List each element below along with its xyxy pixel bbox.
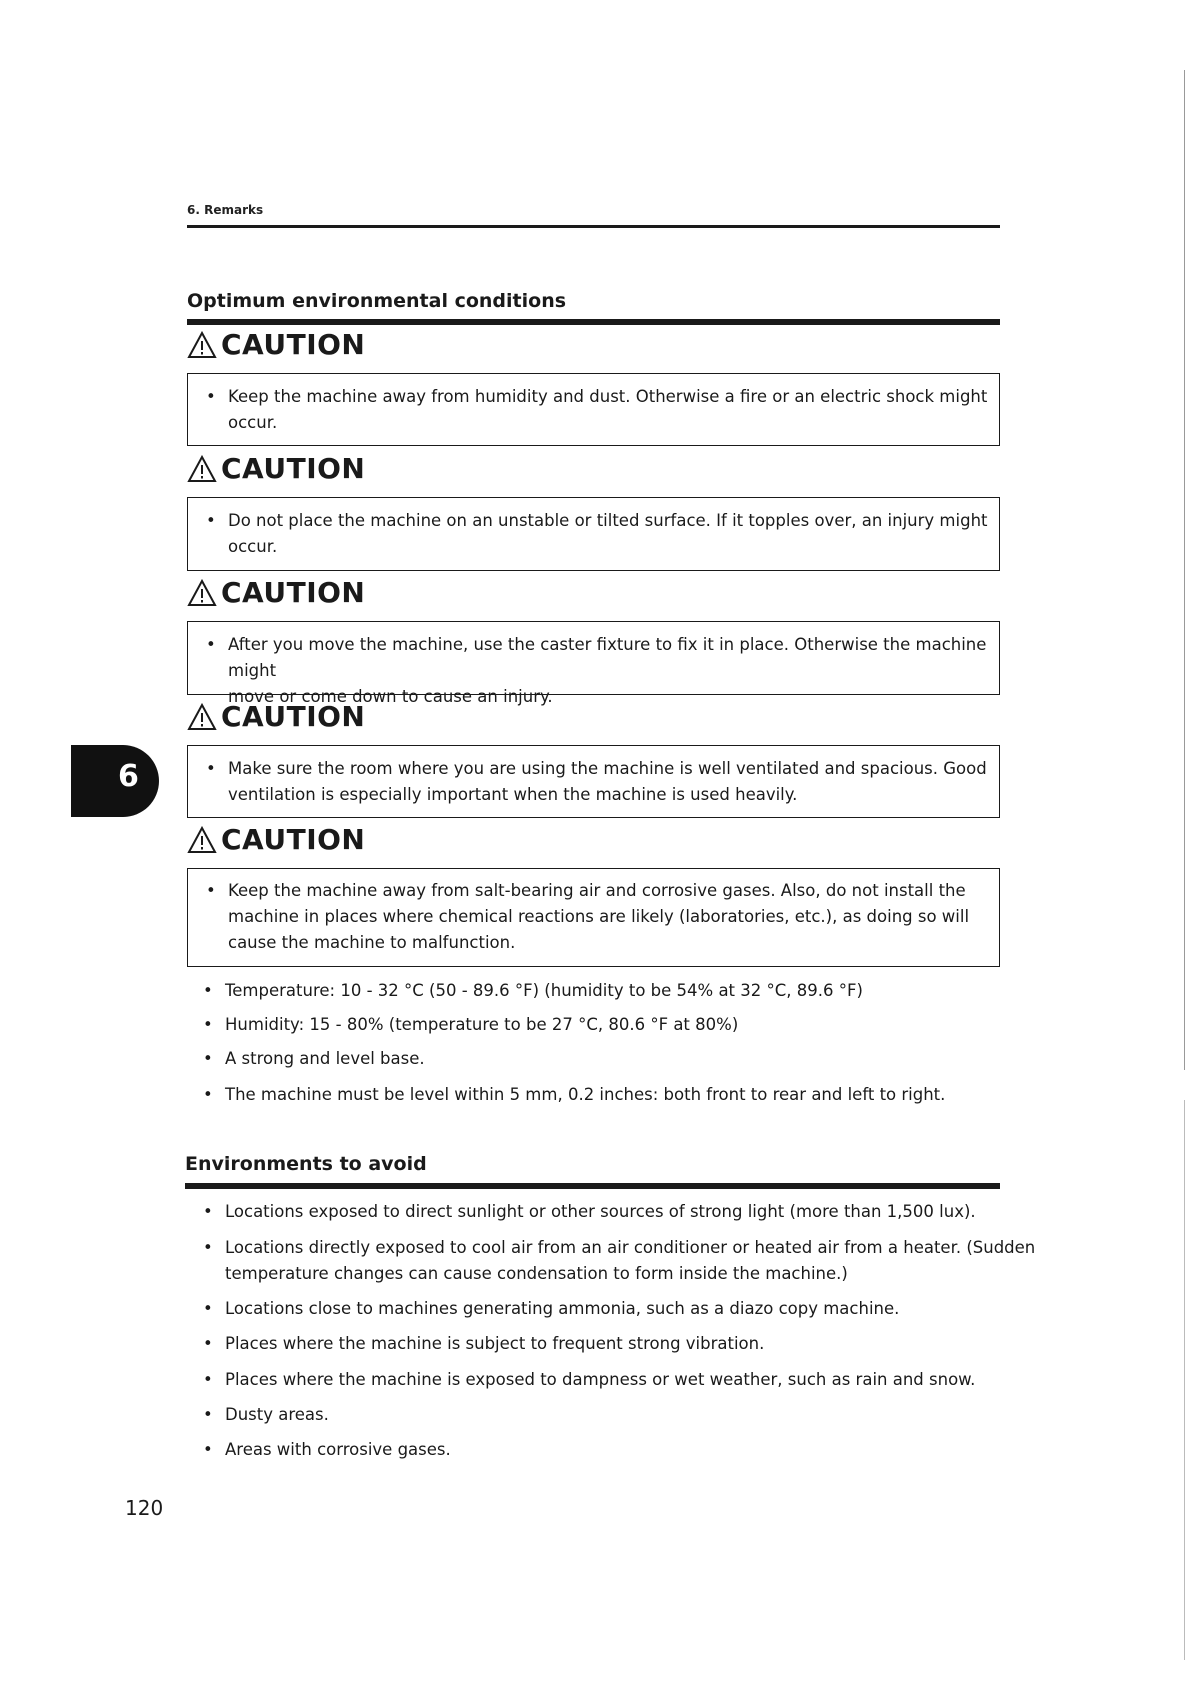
list-item: • Humidity: 15 - 80% (temperature to be 27 °C, 80.6 °F at 80%) [203,1012,738,1038]
caution-label: CAUTION [221,576,366,609]
caution-line: machine in places where chemical reactions are likely (laboratories, etc.), as doing so will [228,907,970,926]
caution-label: CAUTION [221,823,366,856]
list-item-text: Places where the machine is exposed to dampness or wet weather, such as rain and snow. [225,1370,976,1389]
caution-title [187,328,365,361]
header-rule [187,225,1000,228]
list-item: • Locations close to machines generating ammonia, such as a diazo copy machine. [203,1296,899,1322]
list-item-text: The machine must be level within 5 mm, 0.2 inches: both front to rear and left to right. [225,1085,946,1104]
caution-item: • Do not place the machine on an unstable or tilted surface. If it topples over, an injury might occur. [206,508,988,560]
caution-item: • Keep the machine away from humidity and dust. Otherwise a fire or an electric shock might occur. [206,384,987,436]
caution-line: cause the machine to malfunction. [228,933,516,952]
list-item-text: Places where the machine is subject to frequent strong vibration. [225,1334,765,1353]
warning-triangle-icon [187,703,217,731]
caution-box [187,497,1000,571]
list-item-text: temperature changes can cause condensation to form inside the machine.) [225,1264,848,1283]
caution-line: Keep the machine away from salt-bearing air and corrosive gases. Also, do not install the [228,881,966,900]
caution-item: • After you move the machine, use the caster fixture to fix it in place. Otherwise the machine might move or come down to cause an injury. [206,632,999,710]
scan-edge-line [1184,1100,1185,1660]
list-item: • The machine must be level within 5 mm, 0.2 inches: both front to rear and left to right. [203,1082,945,1108]
list-item: • Places where the machine is exposed to dampness or wet weather, such as rain and snow. [203,1367,975,1393]
caution-title [187,452,365,485]
section-heading-optimum: Optimum environmental conditions [187,290,567,312]
warning-triangle-icon [187,579,217,607]
caution-item: • Make sure the room where you are using the machine is well ventilated and spacious. Good ventilation is especially important when the machine is used heavily. [206,756,987,808]
list-item-text: Humidity: 15 - 80% (temperature to be 27 °C, 80.6 °F at 80%) [225,1015,739,1034]
caution-box [187,621,1000,706]
list-item: • Places where the machine is subject to frequent strong vibration. [203,1331,764,1357]
caution-line: ventilation is especially important when the machine is used heavily. [228,785,798,804]
caution-label: CAUTION [221,328,366,361]
list-item: • Dusty areas. [203,1402,329,1428]
caution-title [187,700,365,733]
caution-line: Make sure the room where you are using the machine is well ventilated and spacious. Good [228,759,987,778]
caution-box [187,373,1000,446]
list-item: • Temperature: 10 - 32 °C (50 - 89.6 °F) (humidity to be 54% at 32 °C, 89.6 °F) [203,978,863,1004]
warning-triangle-icon [187,455,217,483]
list-item-text: Dusty areas. [225,1405,329,1424]
warning-triangle-icon [187,826,217,854]
section-rule [187,319,1000,325]
caution-line: move or come down to cause an injury. [228,687,553,706]
caution-line: Do not place the machine on an unstable or tilted surface. If it topples over, an injury might [228,511,988,530]
caution-title [187,823,365,856]
caution-label: CAUTION [221,700,366,733]
caution-box [187,868,1000,967]
list-item-text: A strong and level base. [225,1049,425,1068]
caution-line: occur. [228,537,278,556]
chapter-number: 6 [118,759,139,794]
list-item: • Areas with corrosive gases. [203,1437,451,1463]
caution-item: • Keep the machine away from salt-bearing air and corrosive gases. Also, do not install the machine in places where chemical reactions are likely (laboratories, etc.), as doing so will cause the machine to malfunction. [206,878,969,956]
list-item-text: Locations close to machines generating ammonia, such as a diazo copy machine. [225,1299,900,1318]
section-heading-avoid: Environments to avoid [185,1153,427,1175]
caution-line: occur. [228,413,278,432]
list-item-text: Temperature: 10 - 32 °C (50 - 89.6 °F) (humidity to be 54% at 32 °C, 89.6 °F) [225,981,863,1000]
list-item-text: Locations directly exposed to cool air from an air conditioner or heated air from a heater. (Sudden [225,1238,1036,1257]
caution-box [187,745,1000,818]
chapter-tab [71,745,159,817]
list-item-text: Areas with corrosive gases. [225,1440,451,1459]
caution-title [187,576,365,609]
running-header: 6. Remarks [187,203,264,217]
list-item-text: Locations exposed to direct sunlight or other sources of strong light (more than 1,500 lux). [225,1202,976,1221]
list-item: • Locations directly exposed to cool air from an air conditioner or heated air from a heater. (Sudden temperature changes can cause condensation to form inside the machine.) [203,1235,1035,1287]
caution-label: CAUTION [221,452,366,485]
scan-edge-line [1184,70,1185,1070]
section-rule [185,1183,1000,1189]
caution-line: After you move the machine, use the caster fixture to fix it in place. Otherwise the machine might [228,635,987,680]
page-number: 120 [125,1496,164,1520]
list-item: • A strong and level base. [203,1046,425,1072]
warning-triangle-icon [187,331,217,359]
caution-line: Keep the machine away from humidity and dust. Otherwise a fire or an electric shock might [228,387,988,406]
list-item: • Locations exposed to direct sunlight or other sources of strong light (more than 1,500 lux). [203,1199,976,1225]
